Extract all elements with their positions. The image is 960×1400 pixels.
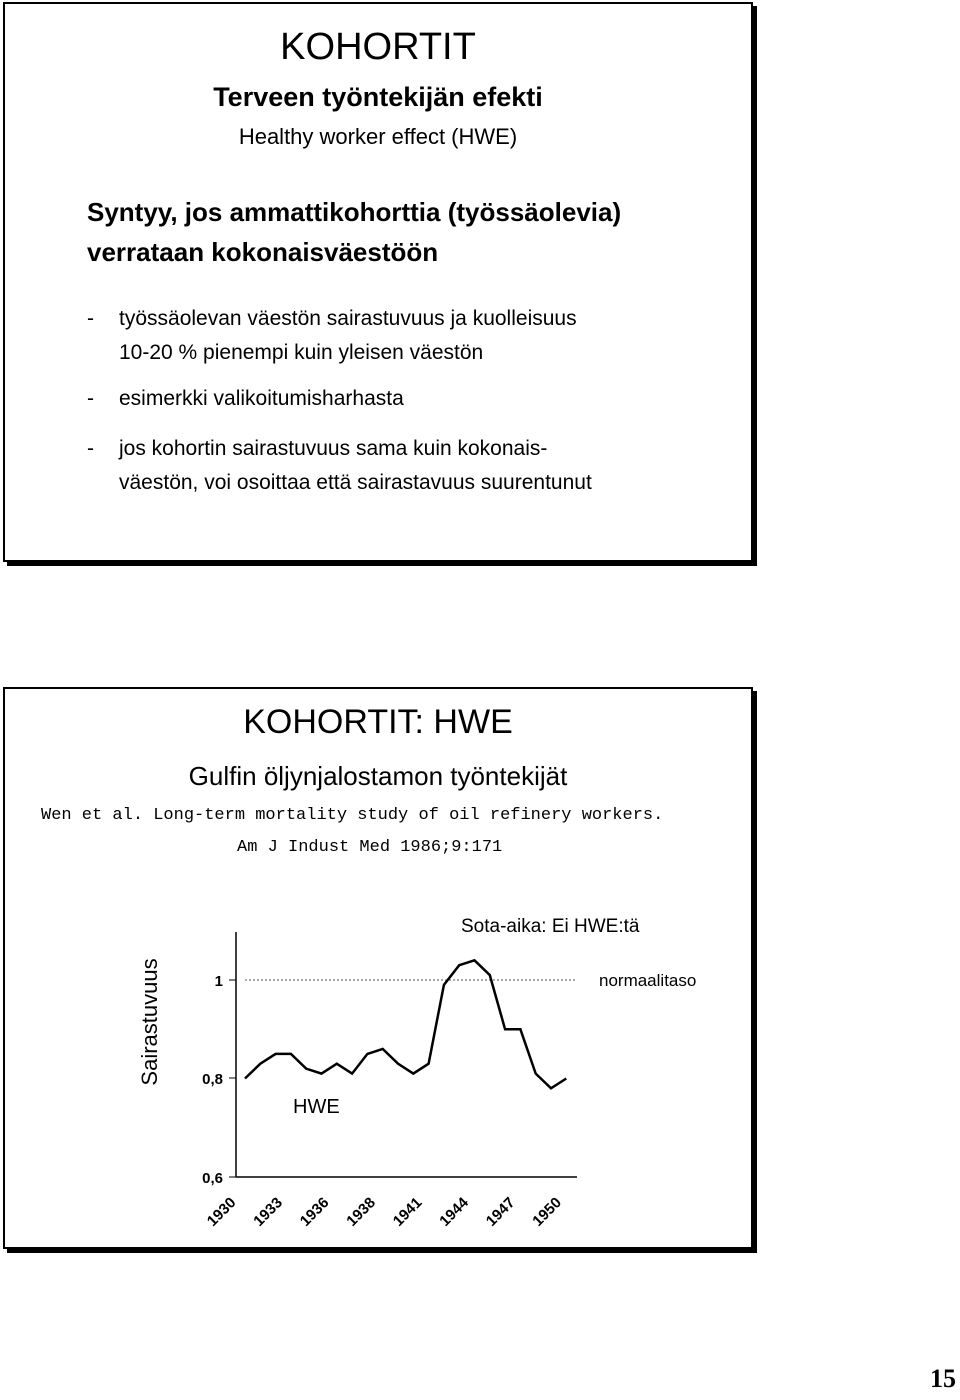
bullet-text: 10-20 % pienempi kuin yleisen väestön bbox=[119, 341, 484, 364]
x-tick-label: 1930 bbox=[203, 1194, 240, 1230]
y-tick-label: 0,6 bbox=[202, 1170, 223, 1187]
slide2-subtitle: Gulfin öljynjalostamon työntekijät bbox=[188, 761, 568, 791]
bullet-text: esimerkki valikoitumisharhasta bbox=[119, 387, 404, 410]
reference-line-2: Am J Indust Med 1986;9:171 bbox=[237, 838, 503, 857]
slide1-title: KOHORTIT bbox=[280, 26, 476, 68]
x-tick-label: 1941 bbox=[389, 1194, 426, 1230]
slide2-title: KOHORTIT: HWE bbox=[243, 703, 513, 741]
bullet-dash: - bbox=[87, 437, 94, 460]
lead-line-2: verrataan kokonaisväestöön bbox=[87, 237, 439, 267]
x-tick-label: 1950 bbox=[529, 1194, 565, 1230]
slide1-subtitle-en: Healthy worker effect (HWE) bbox=[238, 124, 518, 149]
slide-kohortit-hwe bbox=[3, 687, 753, 1249]
x-tick-label: 1936 bbox=[296, 1194, 333, 1230]
bullet-dash: - bbox=[87, 387, 94, 410]
sickness-rate-chart bbox=[5, 689, 751, 1247]
war-time-annotation: Sota-aika: Ei HWE:tä bbox=[461, 916, 640, 937]
x-tick-label: 1944 bbox=[436, 1194, 472, 1230]
x-tick-label: 1947 bbox=[482, 1194, 519, 1230]
x-tick-label: 1938 bbox=[343, 1194, 379, 1230]
hwe-annotation: HWE bbox=[293, 1096, 340, 1118]
bullet-text: jos kohortin sairastuvuus sama kuin kokonais- bbox=[119, 437, 548, 460]
lead-line-1: Syntyy, jos ammattikohorttia (työssäolevia) bbox=[87, 197, 622, 227]
reference-line-label: normaalitaso bbox=[599, 971, 697, 990]
y-tick-label: 0,8 bbox=[202, 1071, 223, 1088]
slide-kohortit bbox=[3, 2, 753, 562]
y-axis-label: Sairastuvuus bbox=[137, 958, 162, 1086]
reference-line-1: Wen et al. Long-term mortality study of oil refinery workers. bbox=[41, 806, 664, 825]
page-number: 15 bbox=[930, 1364, 956, 1393]
slide1-subtitle: Terveen työntekijän efekti bbox=[213, 82, 543, 112]
x-tick-label: 1933 bbox=[250, 1194, 286, 1230]
bullet-text: väestön, voi osoittaa että sairastavuus suurentunut bbox=[119, 471, 592, 494]
bullet-dash: - bbox=[87, 307, 94, 330]
y-tick-label: 1 bbox=[214, 973, 223, 990]
bullet-text: työssäolevan väestön sairastuvuus ja kuolleisuus bbox=[119, 307, 577, 330]
